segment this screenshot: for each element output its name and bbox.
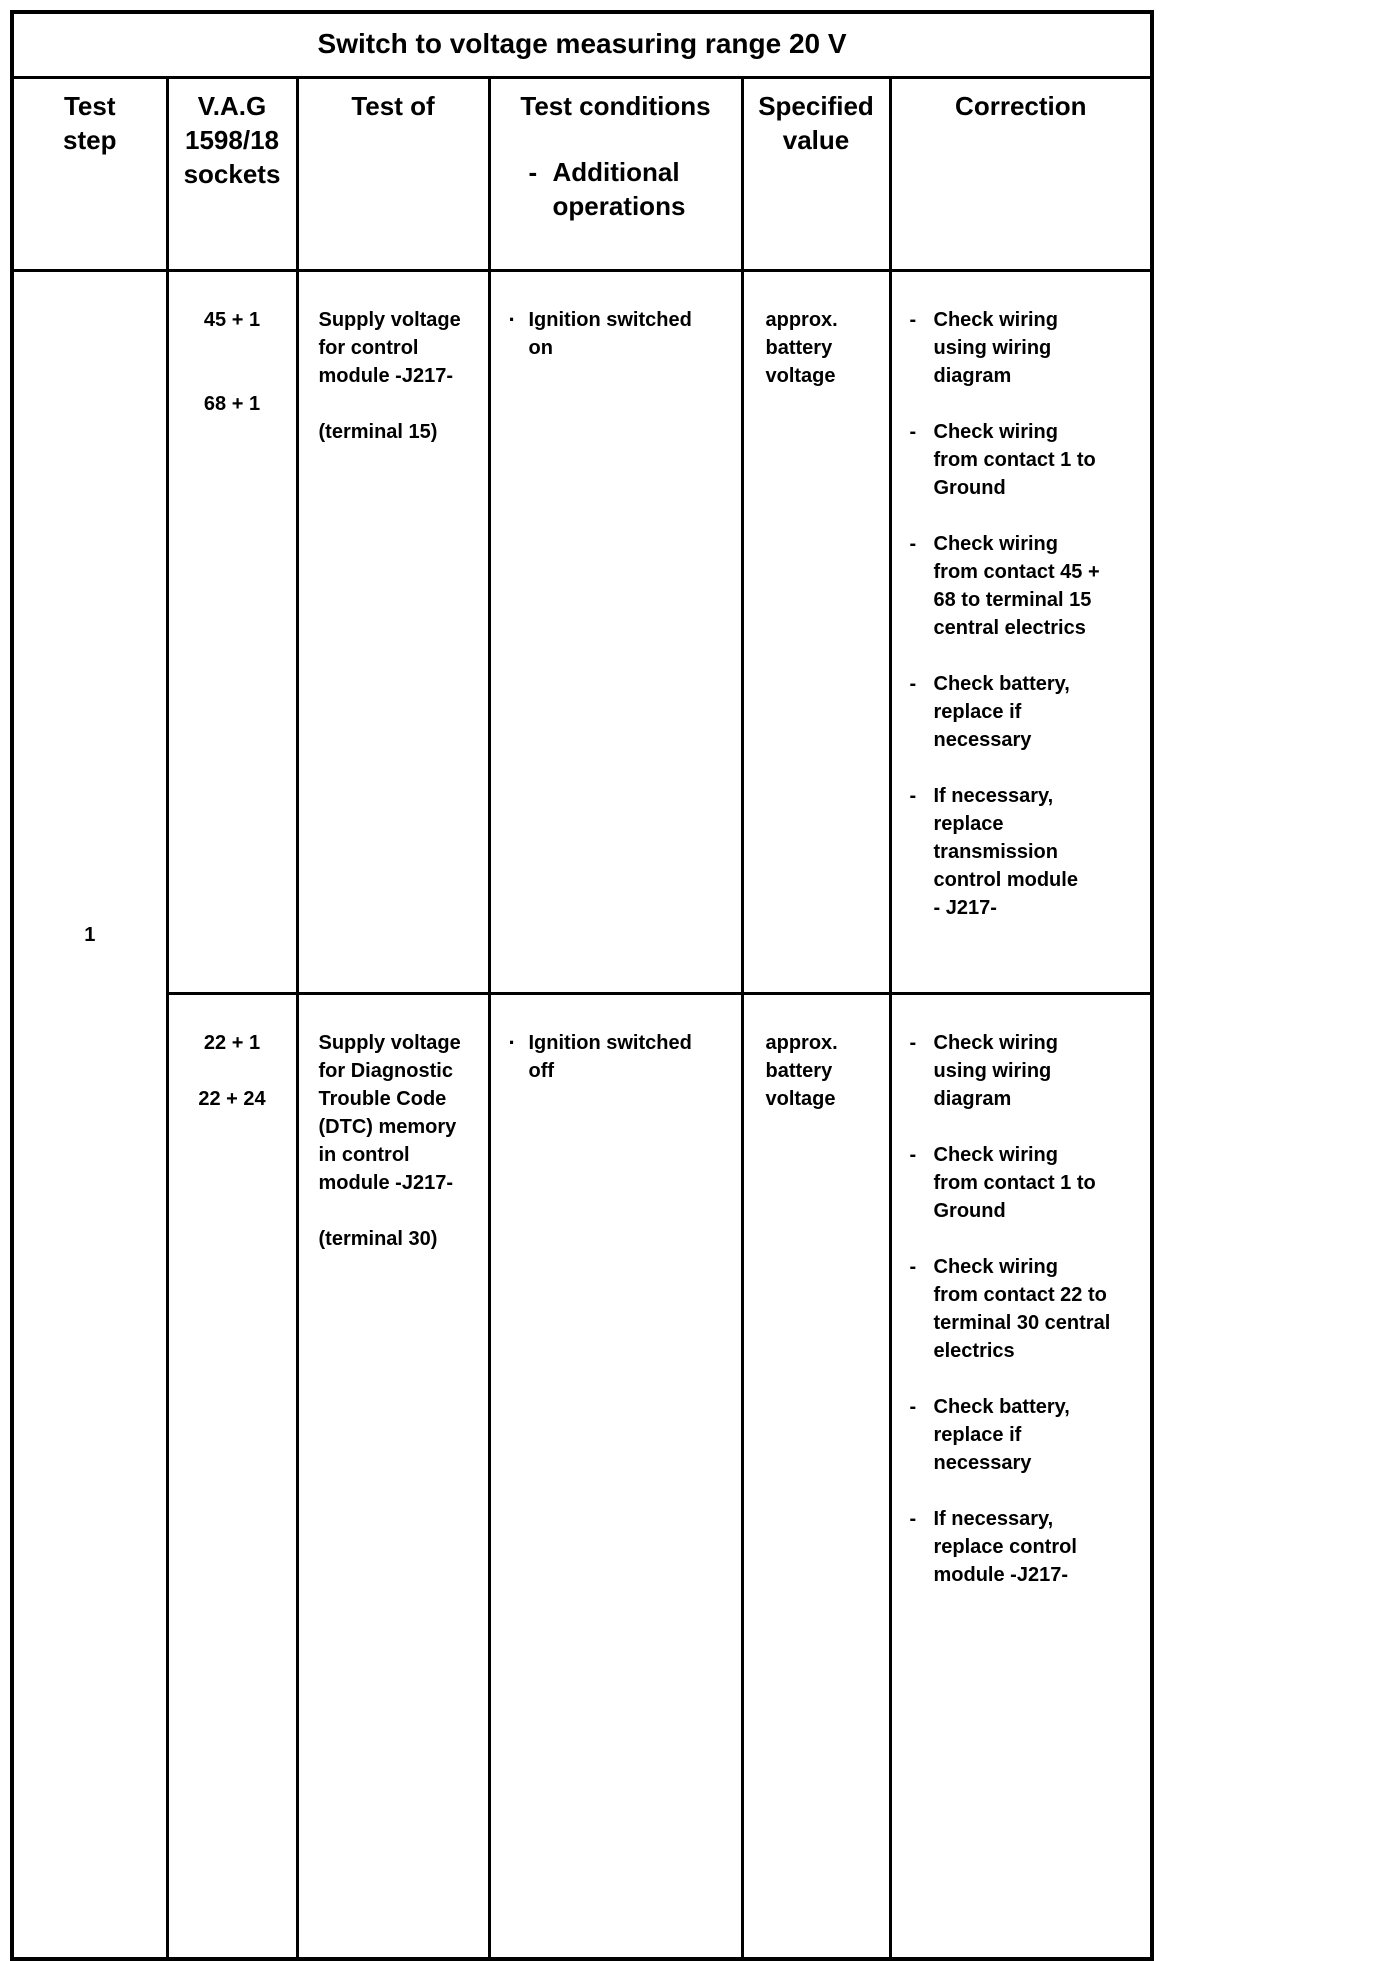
sockets-header-text: V.A.G 1598/18 sockets xyxy=(183,91,281,189)
specified-value-header-text: Specified value xyxy=(758,91,874,155)
test-step-number: 1 xyxy=(84,924,96,946)
table-row xyxy=(12,271,1152,994)
dash-marker: - xyxy=(909,533,917,555)
correction-text: Check wiring from contact 1 to Ground xyxy=(933,1144,1096,1222)
cell-sockets-2 xyxy=(167,994,297,1960)
dash-marker: - xyxy=(909,1508,917,1530)
sockets-values-1: 45 + 1 68 + 1 xyxy=(203,309,261,415)
cell-sockets-1 xyxy=(167,271,297,994)
correction-text: Check wiring from contact 22 to terminal 30 central electrics xyxy=(933,1256,1111,1362)
additional-operations-text: Additional operations xyxy=(552,157,686,221)
specified-value-text-1: approx. battery voltage xyxy=(765,309,838,387)
correction-text: Check wiring from contact 1 to Ground xyxy=(933,421,1096,499)
condition-text: Ignition switched off xyxy=(528,1032,692,1082)
test-of-text-2: Supply voltage for Diagnostic Trouble Code (DTC) memory in control module -J217- (terminal 30) xyxy=(318,1032,461,1250)
correction-item xyxy=(910,1141,1145,1225)
correction-text: If necessary, replace transmission control module - J217- xyxy=(933,785,1078,919)
correction-item xyxy=(910,418,1145,502)
correction-text: Check wiring from contact 45 + 68 to terminal 15 central electrics xyxy=(933,533,1100,639)
sockets-values-2: 22 + 1 22 + 24 xyxy=(198,1032,266,1110)
voltage-test-table xyxy=(10,10,1154,1961)
dash-marker: - xyxy=(909,309,917,331)
correction-item xyxy=(910,306,1145,390)
cell-correction-1 xyxy=(890,271,1152,994)
cell-test-conditions-1 xyxy=(489,271,742,994)
test-conditions-header-text: Test conditions xyxy=(520,91,711,121)
correction-text: Check wiring using wiring diagram xyxy=(933,1032,1058,1110)
correction-item xyxy=(910,1253,1145,1365)
test-of-header-text: Test of xyxy=(351,91,435,121)
correction-text: Check battery, replace if necessary xyxy=(933,673,1070,751)
specified-value-text-2: approx. battery voltage xyxy=(765,1032,838,1110)
correction-item xyxy=(910,1393,1145,1477)
cell-correction-2 xyxy=(890,994,1152,1960)
test-of-text-1: Supply voltage for control module -J217- (terminal 15) xyxy=(318,309,461,443)
col-header-test-of xyxy=(297,78,489,271)
dash-marker: - xyxy=(909,421,917,443)
header-spacer xyxy=(491,123,741,155)
cell-specified-value-2 xyxy=(742,994,890,1960)
correction-item xyxy=(910,670,1145,754)
cell-test-of-1 xyxy=(297,271,489,994)
dash-marker: - xyxy=(909,1256,917,1278)
dash-marker: - xyxy=(909,673,917,695)
column-header-row xyxy=(12,78,1152,271)
cell-test-of-2 xyxy=(297,994,489,1960)
dash-marker: - xyxy=(528,157,538,187)
dash-marker: - xyxy=(909,1144,917,1166)
cell-test-conditions-2 xyxy=(489,994,742,1960)
correction-item xyxy=(910,782,1145,922)
correction-text: Check wiring using wiring diagram xyxy=(933,309,1058,387)
correction-item xyxy=(910,1029,1145,1113)
col-header-specified-value xyxy=(742,78,890,271)
test-step-header-text: Test step xyxy=(63,91,117,155)
dash-marker: - xyxy=(909,1032,917,1054)
condition-item xyxy=(509,1029,741,1085)
condition-text: Ignition switched on xyxy=(528,309,692,359)
correction-item xyxy=(910,530,1145,642)
correction-list-2 xyxy=(892,1029,1151,1589)
correction-text: If necessary, replace control module -J217- xyxy=(933,1508,1077,1586)
table-row xyxy=(12,994,1152,1960)
bullet-marker: · xyxy=(508,307,516,332)
bullet-marker: · xyxy=(508,1030,516,1055)
col-header-correction xyxy=(890,78,1152,271)
correction-text: Check battery, replace if necessary xyxy=(933,1396,1070,1474)
dash-marker: - xyxy=(909,785,917,807)
dash-marker: - xyxy=(909,1396,917,1418)
additional-operations-item xyxy=(529,155,741,223)
correction-header-text: Correction xyxy=(955,91,1087,121)
col-header-test-conditions xyxy=(489,78,742,271)
correction-list-1 xyxy=(892,306,1151,922)
title-row xyxy=(12,12,1152,78)
col-header-sockets xyxy=(167,78,297,271)
correction-item xyxy=(910,1505,1145,1589)
cell-specified-value-1 xyxy=(742,271,890,994)
col-header-test-step xyxy=(12,78,167,271)
condition-item xyxy=(509,306,741,362)
cell-test-step xyxy=(12,271,167,1960)
table-title: Switch to voltage measuring range 20 V xyxy=(12,12,1152,78)
